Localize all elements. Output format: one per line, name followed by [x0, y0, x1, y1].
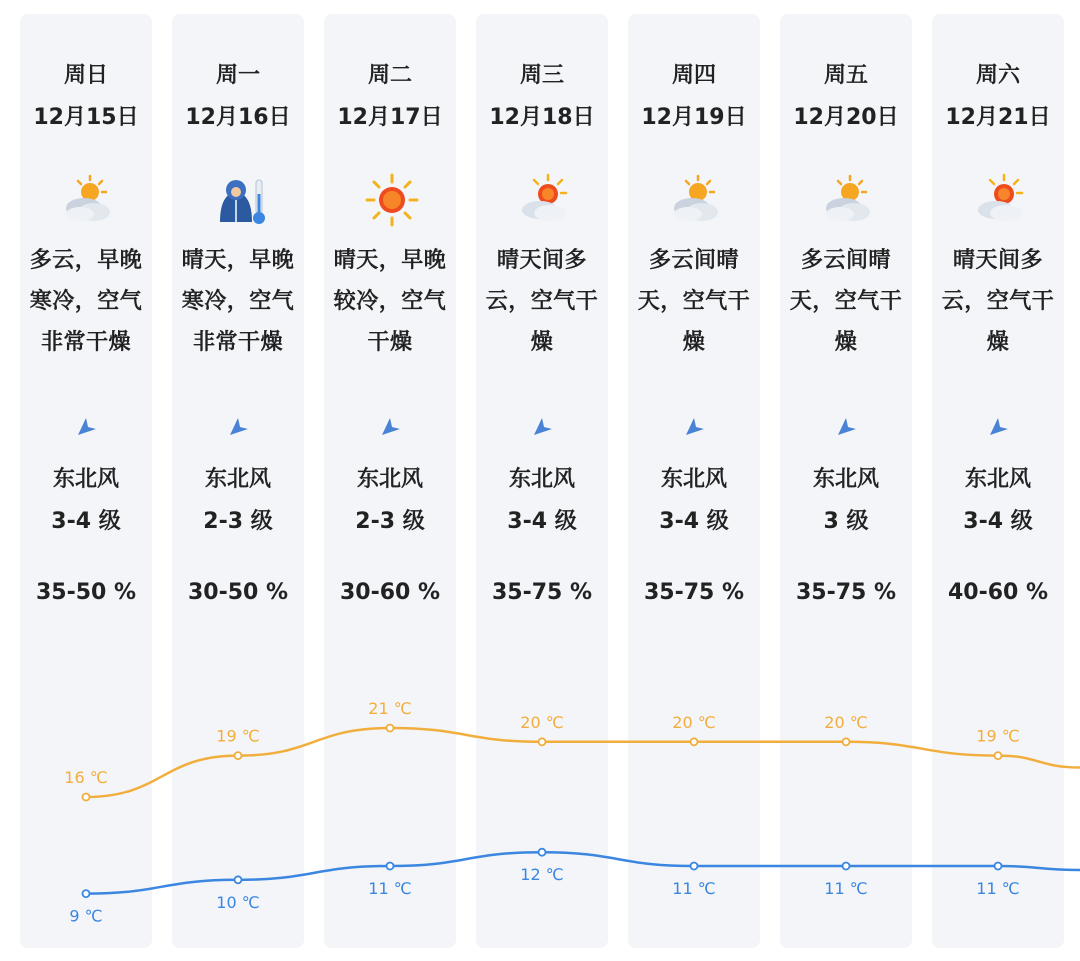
wind-level-label: 3-4 级 — [51, 509, 121, 534]
weekday-label: 周二 — [367, 63, 412, 88]
weather-description-line: 非常干燥 — [192, 330, 283, 355]
date-label: 12月21日 — [945, 105, 1051, 130]
low-temperature-point — [995, 863, 1002, 870]
weather-description-line: 燥 — [986, 330, 1010, 355]
weather-description-line: 较冷，空气 — [333, 289, 447, 314]
weather-description-line: 多云，早晚 — [29, 248, 143, 273]
wind-level-label: 3 级 — [823, 509, 869, 534]
wind-level-label: 3-4 级 — [507, 509, 577, 534]
low-temperature-label: 11 ℃ — [368, 879, 412, 898]
weather-description-line: 云，空气干 — [941, 289, 1055, 314]
weather-description-line: 天，空气干 — [789, 289, 903, 314]
high-temperature-label: 20 ℃ — [824, 712, 868, 732]
humidity-label: 40-60 % — [947, 580, 1049, 605]
humidity-label: 35-50 % — [35, 580, 137, 605]
low-temperature-label: 9 ℃ — [69, 906, 103, 926]
weather-description-line: 晴天，早晚 — [333, 248, 447, 273]
weather-description-line: 云，空气干 — [485, 289, 599, 314]
high-temperature-label: 20 ℃ — [520, 712, 564, 732]
wind-level-label: 2-3 级 — [203, 509, 273, 534]
wind-direction-label: 东北风 — [964, 467, 1031, 492]
date-label: 12月18日 — [489, 105, 595, 130]
wind-level-label: 3-4 级 — [963, 509, 1033, 534]
weather-description-line: 干燥 — [367, 330, 413, 355]
weather-description-line: 非常干燥 — [40, 330, 131, 355]
low-temperature-point — [235, 876, 242, 883]
weekday-label: 周三 — [519, 63, 564, 88]
weekday-label: 周四 — [671, 63, 716, 88]
low-temperature-point — [387, 863, 394, 870]
low-temperature-point — [539, 849, 546, 856]
high-temperature-point — [387, 725, 394, 732]
high-temperature-point — [843, 738, 850, 745]
high-temperature-label: 21 ℃ — [368, 699, 412, 718]
low-temperature-point — [691, 863, 698, 870]
weather-description-line: 燥 — [834, 330, 858, 355]
wind-direction-label: 东北风 — [52, 467, 119, 492]
wind-level-label: 3-4 级 — [659, 509, 729, 534]
high-temperature-point — [691, 738, 698, 745]
weekday-label: 周日 — [63, 63, 108, 88]
low-temperature-label: 12 ℃ — [520, 865, 564, 885]
humidity-label: 35-75 % — [795, 580, 897, 605]
low-temperature-label: 11 ℃ — [976, 879, 1020, 898]
high-temperature-point — [539, 738, 546, 745]
low-temperature-point — [843, 863, 850, 870]
low-temperature-label: 10 ℃ — [216, 892, 260, 912]
wind-direction-label: 东北风 — [812, 467, 879, 492]
humidity-label: 30-50 % — [187, 580, 289, 605]
date-label: 12月17日 — [337, 105, 443, 130]
low-temperature-label: 11 ℃ — [672, 879, 716, 898]
weather-description-line: 晴天间多 — [952, 248, 1043, 273]
humidity-label: 30-60 % — [339, 580, 441, 605]
high-temperature-label: 19 ℃ — [216, 726, 260, 746]
low-temperature-point — [83, 890, 90, 897]
weekday-label: 周一 — [215, 63, 260, 88]
high-temperature-label: 20 ℃ — [672, 712, 716, 732]
wind-direction-label: 东北风 — [356, 467, 423, 492]
wind-direction-label: 东北风 — [660, 467, 727, 492]
humidity-label: 35-75 % — [643, 580, 745, 605]
weather-description-line: 多云间晴 — [800, 248, 891, 273]
low-temperature-line — [86, 852, 1080, 893]
high-temperature-label: 19 ℃ — [976, 726, 1020, 746]
weekday-label: 周五 — [823, 63, 868, 88]
weather-description-line: 晴天，早晚 — [181, 248, 295, 273]
wind-direction-label: 东北风 — [204, 467, 271, 492]
high-temperature-point — [235, 752, 242, 759]
high-temperature-point — [83, 794, 90, 801]
weather-description-line: 晴天间多 — [496, 248, 587, 273]
date-label: 12月19日 — [641, 105, 747, 130]
weather-description-line: 燥 — [530, 330, 554, 355]
wind-direction-label: 东北风 — [508, 467, 575, 492]
date-label: 12月20日 — [793, 105, 899, 130]
humidity-label: 35-75 % — [491, 580, 593, 605]
weather-description-line: 寒冷，空气 — [29, 289, 143, 314]
weather-description-line: 寒冷，空气 — [181, 289, 295, 314]
weekday-label: 周六 — [975, 63, 1020, 88]
high-temperature-point — [995, 752, 1002, 759]
date-label: 12月15日 — [33, 105, 139, 130]
date-label: 12月16日 — [185, 105, 291, 130]
weather-description-line: 燥 — [682, 330, 706, 355]
low-temperature-label: 11 ℃ — [824, 879, 868, 898]
weather-description-line: 天，空气干 — [637, 289, 751, 314]
weather-description-line: 多云间晴 — [648, 248, 739, 273]
high-temperature-label: 16 ℃ — [64, 768, 108, 787]
wind-level-label: 2-3 级 — [355, 509, 425, 534]
